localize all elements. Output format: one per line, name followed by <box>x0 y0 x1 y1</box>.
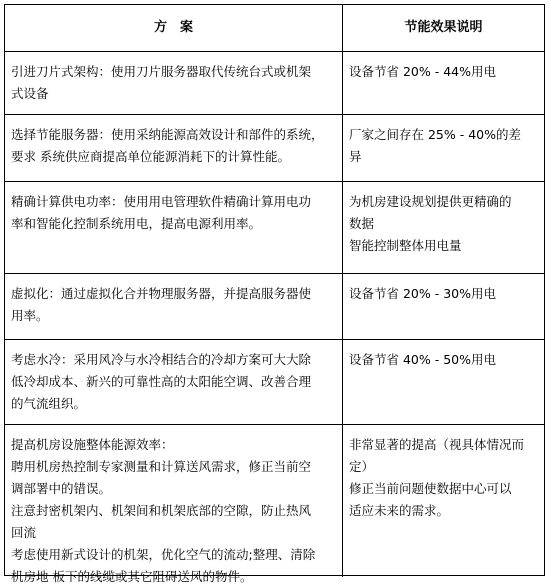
plan-cell <box>5 52 343 114</box>
plan-cell <box>5 182 343 273</box>
plan-text-line: 精确计算供电功率：使用用电管理软件精确计算用电功 <box>11 194 312 209</box>
effect-text-line: 为机房建设规划提供更精确的 <box>349 194 512 209</box>
effect-text-line: 设备节省 20% - 44%用电 <box>349 64 496 79</box>
plan-cell <box>5 115 343 181</box>
plan-text-line: 选择节能服务器：使用采纳能源高效设计和部件的系统， <box>11 127 324 142</box>
plan-text-line: 机房地 板下的线缆或其它阻碍送风的物件。 <box>11 569 253 584</box>
energy-saving-table <box>4 4 545 584</box>
effect-text-line: 设备节省 20% - 30%用电 <box>349 286 496 301</box>
plan-text-line: 回流 <box>11 525 37 540</box>
plan-text-line: 注意封密机架内、机架间和机架底部的空隙，防止热风 <box>11 503 312 518</box>
plan-text-line: 式设备 <box>11 86 49 101</box>
plan-cell <box>5 274 343 339</box>
plan-text-line: 引进刀片式架构：使用刀片服务器取代传统台式或机架 <box>11 64 312 79</box>
plan-text-line: 虚拟化：通过虚拟化合并物理服务器，并提高服务器使 <box>11 286 312 301</box>
plan-text-line: 调部署中的错误。 <box>11 481 112 496</box>
effect-text-line: 厂家之间存在 25% - 40%的差 <box>349 127 521 142</box>
table-row <box>5 424 544 584</box>
effect-text-line: 非常显著的提高（视具体情况而 <box>349 437 525 452</box>
effect-text-line: 修正当前问题使数据中心可以 <box>349 481 512 496</box>
header-effect: 节能效果说明 <box>404 20 483 35</box>
plan-text-line: 的气流组织。 <box>11 396 87 411</box>
table-row <box>5 51 544 114</box>
table-row <box>5 181 544 273</box>
plan-cell <box>5 425 343 584</box>
plan-text-line: 考虑使用新式设计的机架，优化空气的流动;整理、清除 <box>11 547 316 562</box>
effect-cell <box>343 115 544 181</box>
effect-text-line: 智能控制整体用电量 <box>349 238 462 253</box>
header-plan: 方 案 <box>5 5 343 51</box>
effect-cell <box>343 182 544 273</box>
plan-text-line: 低冷却成本、新兴的可靠性高的太阳能空调、改善合理 <box>11 374 312 389</box>
effect-cell <box>343 340 544 424</box>
plan-text-line: 要求 系统供应商提高单位能源消耗下的计算性能。 <box>11 149 290 164</box>
plan-text-line: 率和智能化控制系统用电，提高电源利用率。 <box>11 216 262 231</box>
table-row <box>5 114 544 181</box>
effect-text-line: 数据 <box>349 216 375 231</box>
effect-text-line: 定） <box>349 459 375 474</box>
table-row <box>5 339 544 424</box>
table-header-row <box>5 5 544 51</box>
table-row <box>5 273 544 339</box>
effect-text-line: 设备节省 40% - 50%用电 <box>349 352 496 367</box>
plan-text-line: 考虑水冷：采用风冷与水冷相结合的冷却方案可大大除 <box>11 352 312 367</box>
plan-cell <box>5 340 343 424</box>
effect-text-line: 适应未来的需求。 <box>349 503 450 518</box>
effect-cell <box>343 274 544 339</box>
plan-text-line: 提高机房设施整体能源效率： <box>11 437 174 452</box>
plan-text-line: 聘用机房热控制专家测量和计算送风需求，修正当前空 <box>11 459 312 474</box>
effect-cell <box>343 425 544 577</box>
effect-cell <box>343 52 544 114</box>
effect-text-line: 异 <box>349 149 362 164</box>
plan-text-line: 用率。 <box>11 308 49 323</box>
